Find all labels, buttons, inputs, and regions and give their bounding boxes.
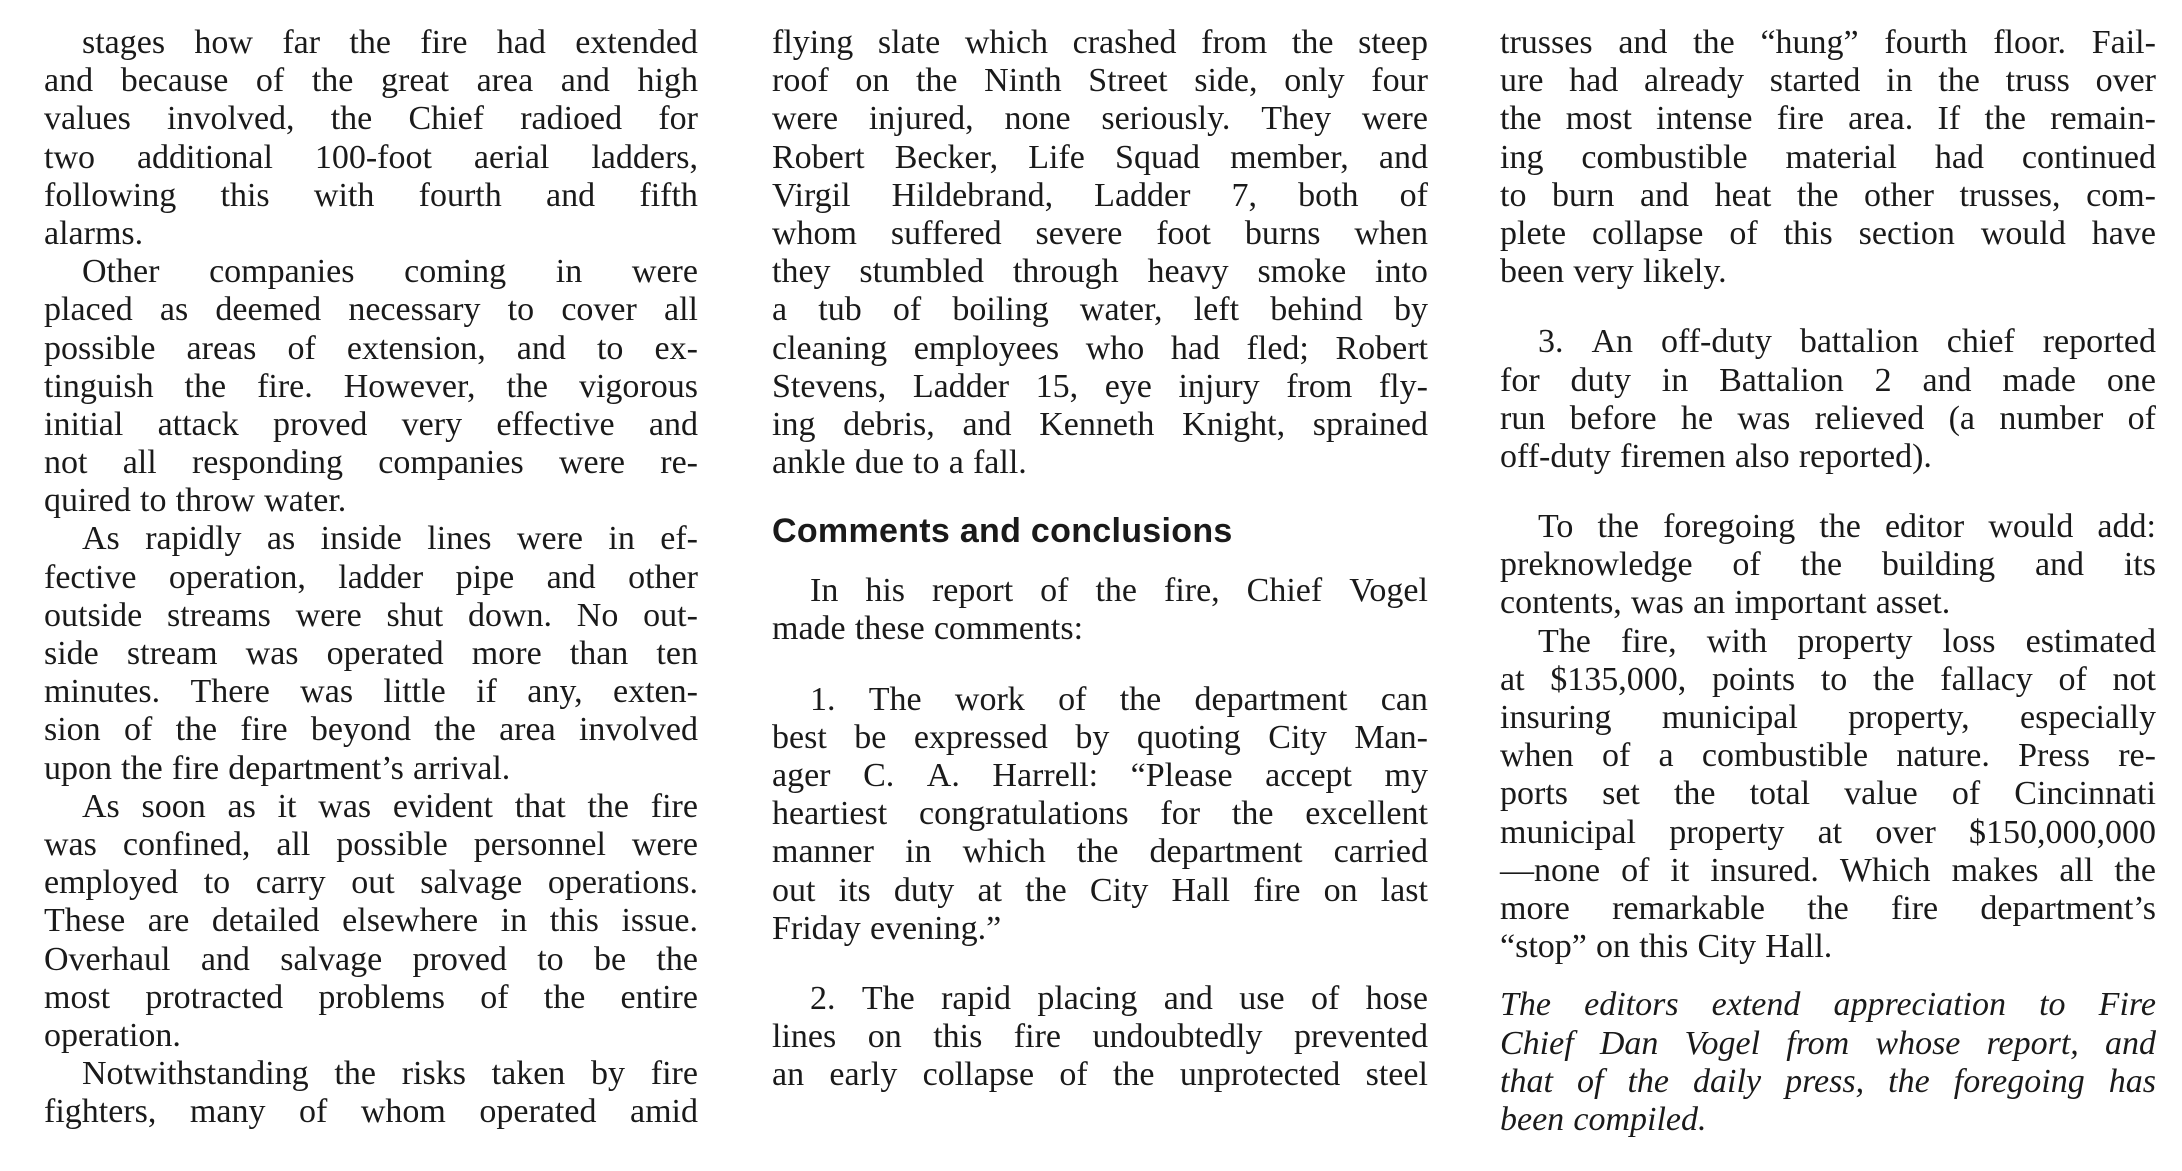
text-line: an early collapse of the unprotected steel [772, 1056, 1428, 1094]
text-line: The editors extend appreciation to Fire [1500, 986, 2156, 1024]
text-line: sion of the fire beyond the area involved [44, 711, 698, 749]
paragraph [1500, 508, 2156, 623]
text-line: Other companies coming in were [82, 253, 698, 291]
text-line: roof on the Ninth Street side, only four [772, 62, 1428, 100]
text-line: out its duty at the City Hall fire on last [772, 871, 1428, 909]
text-line: tinguish the fire. However, the vigorous [44, 367, 698, 405]
text-line: values involved, the Chief radioed for [44, 100, 698, 138]
text-line: ing combustible material had continued [1500, 138, 2156, 176]
text-line: for duty in Battalion 2 and made one [1500, 361, 2156, 399]
text-line: Notwithstanding the risks taken by fire [82, 1055, 698, 1093]
text-line: —none of it insured. Which makes all the [1500, 851, 2156, 889]
text-line: upon the fire department’s arrival. [44, 749, 511, 787]
text-line: employed to carry out salvage operations. [44, 864, 698, 902]
text-line: Overhaul and salvage proved to be the [44, 940, 698, 978]
text-line: insuring municipal property, especially [1500, 699, 2156, 736]
text-line: As soon as it was evident that the fire [82, 787, 698, 825]
text-line: not all responding companies were re- [44, 444, 698, 482]
paragraph [772, 572, 1428, 648]
paragraph [44, 24, 698, 253]
paragraph [772, 681, 1428, 948]
text-line: lines on this fire undoubtedly prevented [772, 1018, 1428, 1056]
text-line: fective operation, ladder pipe and other [44, 558, 698, 596]
text-line: two additional 100-foot aerial ladders, [44, 138, 698, 176]
text-line: As rapidly as inside lines were in ef- [82, 520, 698, 558]
text-line: a tub of boiling water, left behind by [772, 291, 1428, 329]
text-line: off-duty firemen also reported). [1500, 437, 1932, 475]
text-line: Chief Dan Vogel from whose report, and [1500, 1024, 2156, 1062]
text-line: possible areas of extension, and to ex- [44, 329, 698, 367]
text-line: been very likely. [1500, 253, 1727, 291]
text-line: were injured, none seriously. They were [772, 100, 1428, 138]
text-line: contents, was an important asset. [1500, 584, 1951, 622]
column-1 [44, 24, 698, 1131]
text-line: that of the daily press, the foregoing has [1500, 1062, 2156, 1100]
text-line: and because of the great area and high [44, 62, 698, 100]
text-line: Robert Becker, Life Squad member, and [772, 138, 1428, 176]
paragraph [44, 788, 698, 1055]
text-line: fighters, many of whom operated amid [44, 1093, 698, 1131]
text-line: to burn and heat the other trusses, com- [1500, 176, 2156, 214]
section-heading: Comments and conclusions [772, 512, 1233, 551]
text-line: operation. [44, 1016, 181, 1054]
text-line: ankle due to a fall. [772, 444, 1027, 482]
text-line: cleaning employees who had fled; Robert [772, 329, 1428, 367]
text-line: In his report of the fire, Chief Vogel [810, 572, 1428, 610]
paragraph-gap [772, 649, 1428, 681]
text-line: stages how far the fire had extended [82, 24, 698, 61]
text-line: initial attack proved very effective and [44, 405, 698, 443]
paragraph [44, 253, 698, 520]
paragraph [772, 24, 1428, 482]
text-line: municipal property at over $150,000,000 [1500, 813, 2156, 851]
text-line: plete collapse of this section would have [1500, 214, 2156, 252]
text-line: 3. An off-duty battalion chief reported [1538, 323, 2156, 361]
text-line: minutes. There was little if any, exten- [44, 673, 698, 711]
text-line: Friday evening.” [772, 909, 1002, 947]
text-line: made these comments: [772, 610, 1084, 648]
text-line: quired to throw water. [44, 482, 347, 520]
text-line: run before he was relieved (a number of [1500, 399, 2156, 437]
text-line: 2. The rapid placing and use of hose [810, 979, 1428, 1017]
text-line: trusses and the “hung” fourth floor. Fail- [1500, 24, 2156, 61]
text-line: when of a combustible nature. Press re- [1500, 737, 2156, 775]
text-line: ure had already started in the truss over [1500, 62, 2156, 100]
text-line: These are detailed elsewhere in this issue. [44, 902, 698, 940]
text-line: side stream was operated more than ten [44, 635, 698, 672]
column-3 [1500, 24, 2156, 1139]
paragraph [1500, 24, 2156, 291]
text-line: whom suffered severe foot burns when [772, 214, 1428, 252]
text-line: 1. The work of the department can [810, 680, 1428, 718]
text-line: The fire, with property loss estimated [1538, 622, 2156, 660]
text-line: preknowledge of the building and its [1500, 546, 2156, 584]
paragraph [44, 1055, 698, 1131]
column-2 [772, 24, 1428, 1095]
text-line: alarms. [44, 214, 144, 252]
text-line: been compiled. [1500, 1100, 1707, 1138]
text-line: most protracted problems of the entire [44, 978, 698, 1016]
editor-note [1500, 986, 2156, 1139]
text-line: manner in which the department carried [772, 833, 1428, 871]
text-line: heartiest congratulations for the excellent [772, 795, 1428, 833]
paragraph [772, 980, 1428, 1095]
text-line: ing debris, and Kenneth Knight, sprained [772, 405, 1428, 443]
text-line: placed as deemed necessary to cover all [44, 291, 698, 329]
text-line: following this with fourth and fifth [44, 176, 698, 214]
text-line: Stevens, Ladder 15, eye injury from fly- [772, 367, 1428, 405]
paragraph [1500, 323, 2156, 476]
paragraph [44, 520, 698, 787]
text-line: “stop” on this City Hall. [1500, 928, 1833, 966]
paragraph-gap [772, 948, 1428, 980]
paragraph-gap [1500, 966, 2156, 986]
paragraph [1500, 623, 2156, 967]
text-line: To the foregoing the editor would add: [1538, 508, 2156, 546]
text-line: they stumbled through heavy smoke into [772, 253, 1428, 291]
text-line: Virgil Hildebrand, Ladder 7, both of [772, 176, 1428, 214]
text-line: ager C. A. Harrell: “Please accept my [772, 757, 1428, 794]
paragraph-gap [1500, 291, 2156, 323]
text-line: best be expressed by quoting City Man- [772, 718, 1428, 756]
text-line: more remarkable the fire department’s [1500, 889, 2156, 927]
text-line: the most intense fire area. If the remain- [1500, 100, 2156, 138]
text-line: ports set the total value of Cincinnati [1500, 775, 2156, 813]
text-line: at $135,000, points to the fallacy of not [1500, 660, 2156, 698]
paragraph-gap [1500, 476, 2156, 508]
text-line: outside streams were shut down. No out- [44, 596, 698, 634]
text-line: flying slate which crashed from the steep [772, 24, 1428, 61]
text-line: was confined, all possible personnel were [44, 825, 698, 863]
